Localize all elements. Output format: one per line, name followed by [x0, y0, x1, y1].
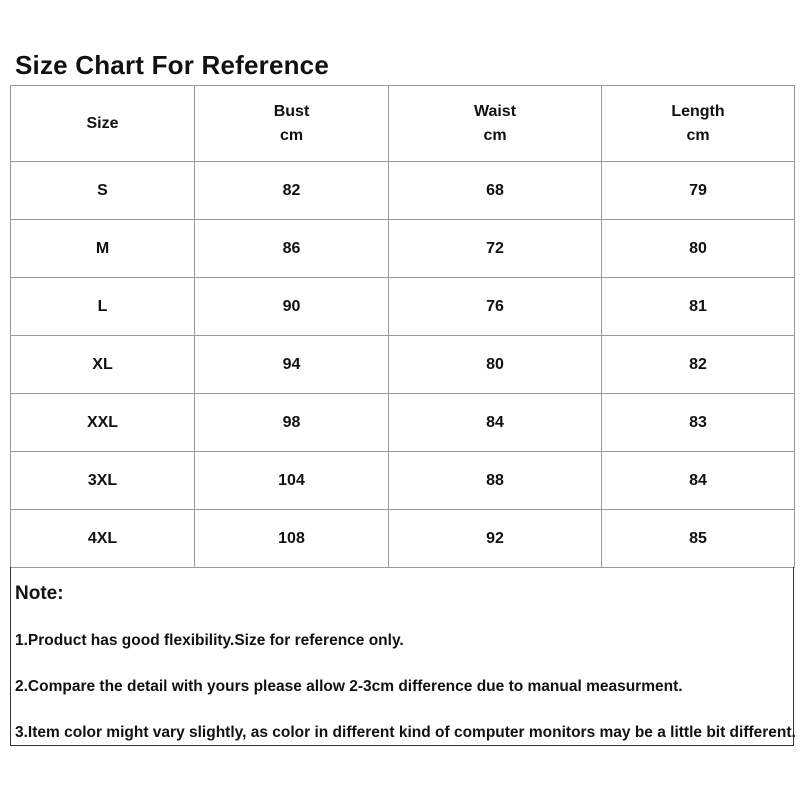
cell-waist: 92	[389, 510, 602, 568]
cell-length: 80	[602, 220, 795, 278]
cell-bust: 90	[195, 278, 389, 336]
note-box	[10, 567, 794, 746]
size-chart-table	[10, 85, 795, 568]
cell-size: XXL	[11, 394, 195, 452]
note-title: Note:	[15, 583, 64, 604]
cell-bust: 94	[195, 336, 389, 394]
cell-bust: 104	[195, 452, 389, 510]
cell-waist: 80	[389, 336, 602, 394]
cell-size: M	[11, 220, 195, 278]
cell-size: XL	[11, 336, 195, 394]
cell-size: 4XL	[11, 510, 195, 568]
cell-bust: 98	[195, 394, 389, 452]
header-waist	[389, 86, 602, 162]
cell-waist: 88	[389, 452, 602, 510]
cell-length: 81	[602, 278, 795, 336]
cell-length: 79	[602, 162, 795, 220]
cell-waist: 76	[389, 278, 602, 336]
cell-bust: 86	[195, 220, 389, 278]
cell-length: 82	[602, 336, 795, 394]
table-row	[11, 336, 795, 394]
table-header-row	[11, 86, 795, 162]
note-item: 2.Compare the detail with yours please allow 2-3cm difference due to manual measurment.	[15, 678, 683, 695]
table-row	[11, 220, 795, 278]
header-bust-label: Bust	[273, 102, 310, 120]
header-waist-label: Waist	[473, 102, 517, 120]
table-row	[11, 162, 795, 220]
cell-size: L	[11, 278, 195, 336]
cell-waist: 84	[389, 394, 602, 452]
cell-waist: 72	[389, 220, 602, 278]
page-title: Size Chart For Reference	[15, 50, 330, 80]
header-length	[602, 86, 795, 162]
header-bust-unit: cm	[279, 126, 304, 144]
cell-bust: 108	[195, 510, 389, 568]
header-size	[11, 86, 195, 162]
cell-size: 3XL	[11, 452, 195, 510]
cell-length: 83	[602, 394, 795, 452]
table-row	[11, 452, 795, 510]
table-row	[11, 510, 795, 568]
header-size-label: Size	[86, 114, 119, 132]
table-row	[11, 394, 795, 452]
note-item: 1.Product has good flexibility.Size for reference only.	[15, 632, 404, 649]
header-length-label: Length	[671, 102, 725, 120]
table-row	[11, 278, 795, 336]
cell-length: 84	[602, 452, 795, 510]
cell-size: S	[11, 162, 195, 220]
header-waist-unit: cm	[483, 126, 507, 144]
cell-length: 85	[602, 510, 795, 568]
header-length-unit: cm	[686, 126, 710, 144]
cell-bust: 82	[195, 162, 389, 220]
cell-waist: 68	[389, 162, 602, 220]
note-item: 3.Item color might vary slightly, as color in different kind of computer monitors may be a little bit different.	[15, 724, 796, 741]
header-bust	[195, 86, 389, 162]
